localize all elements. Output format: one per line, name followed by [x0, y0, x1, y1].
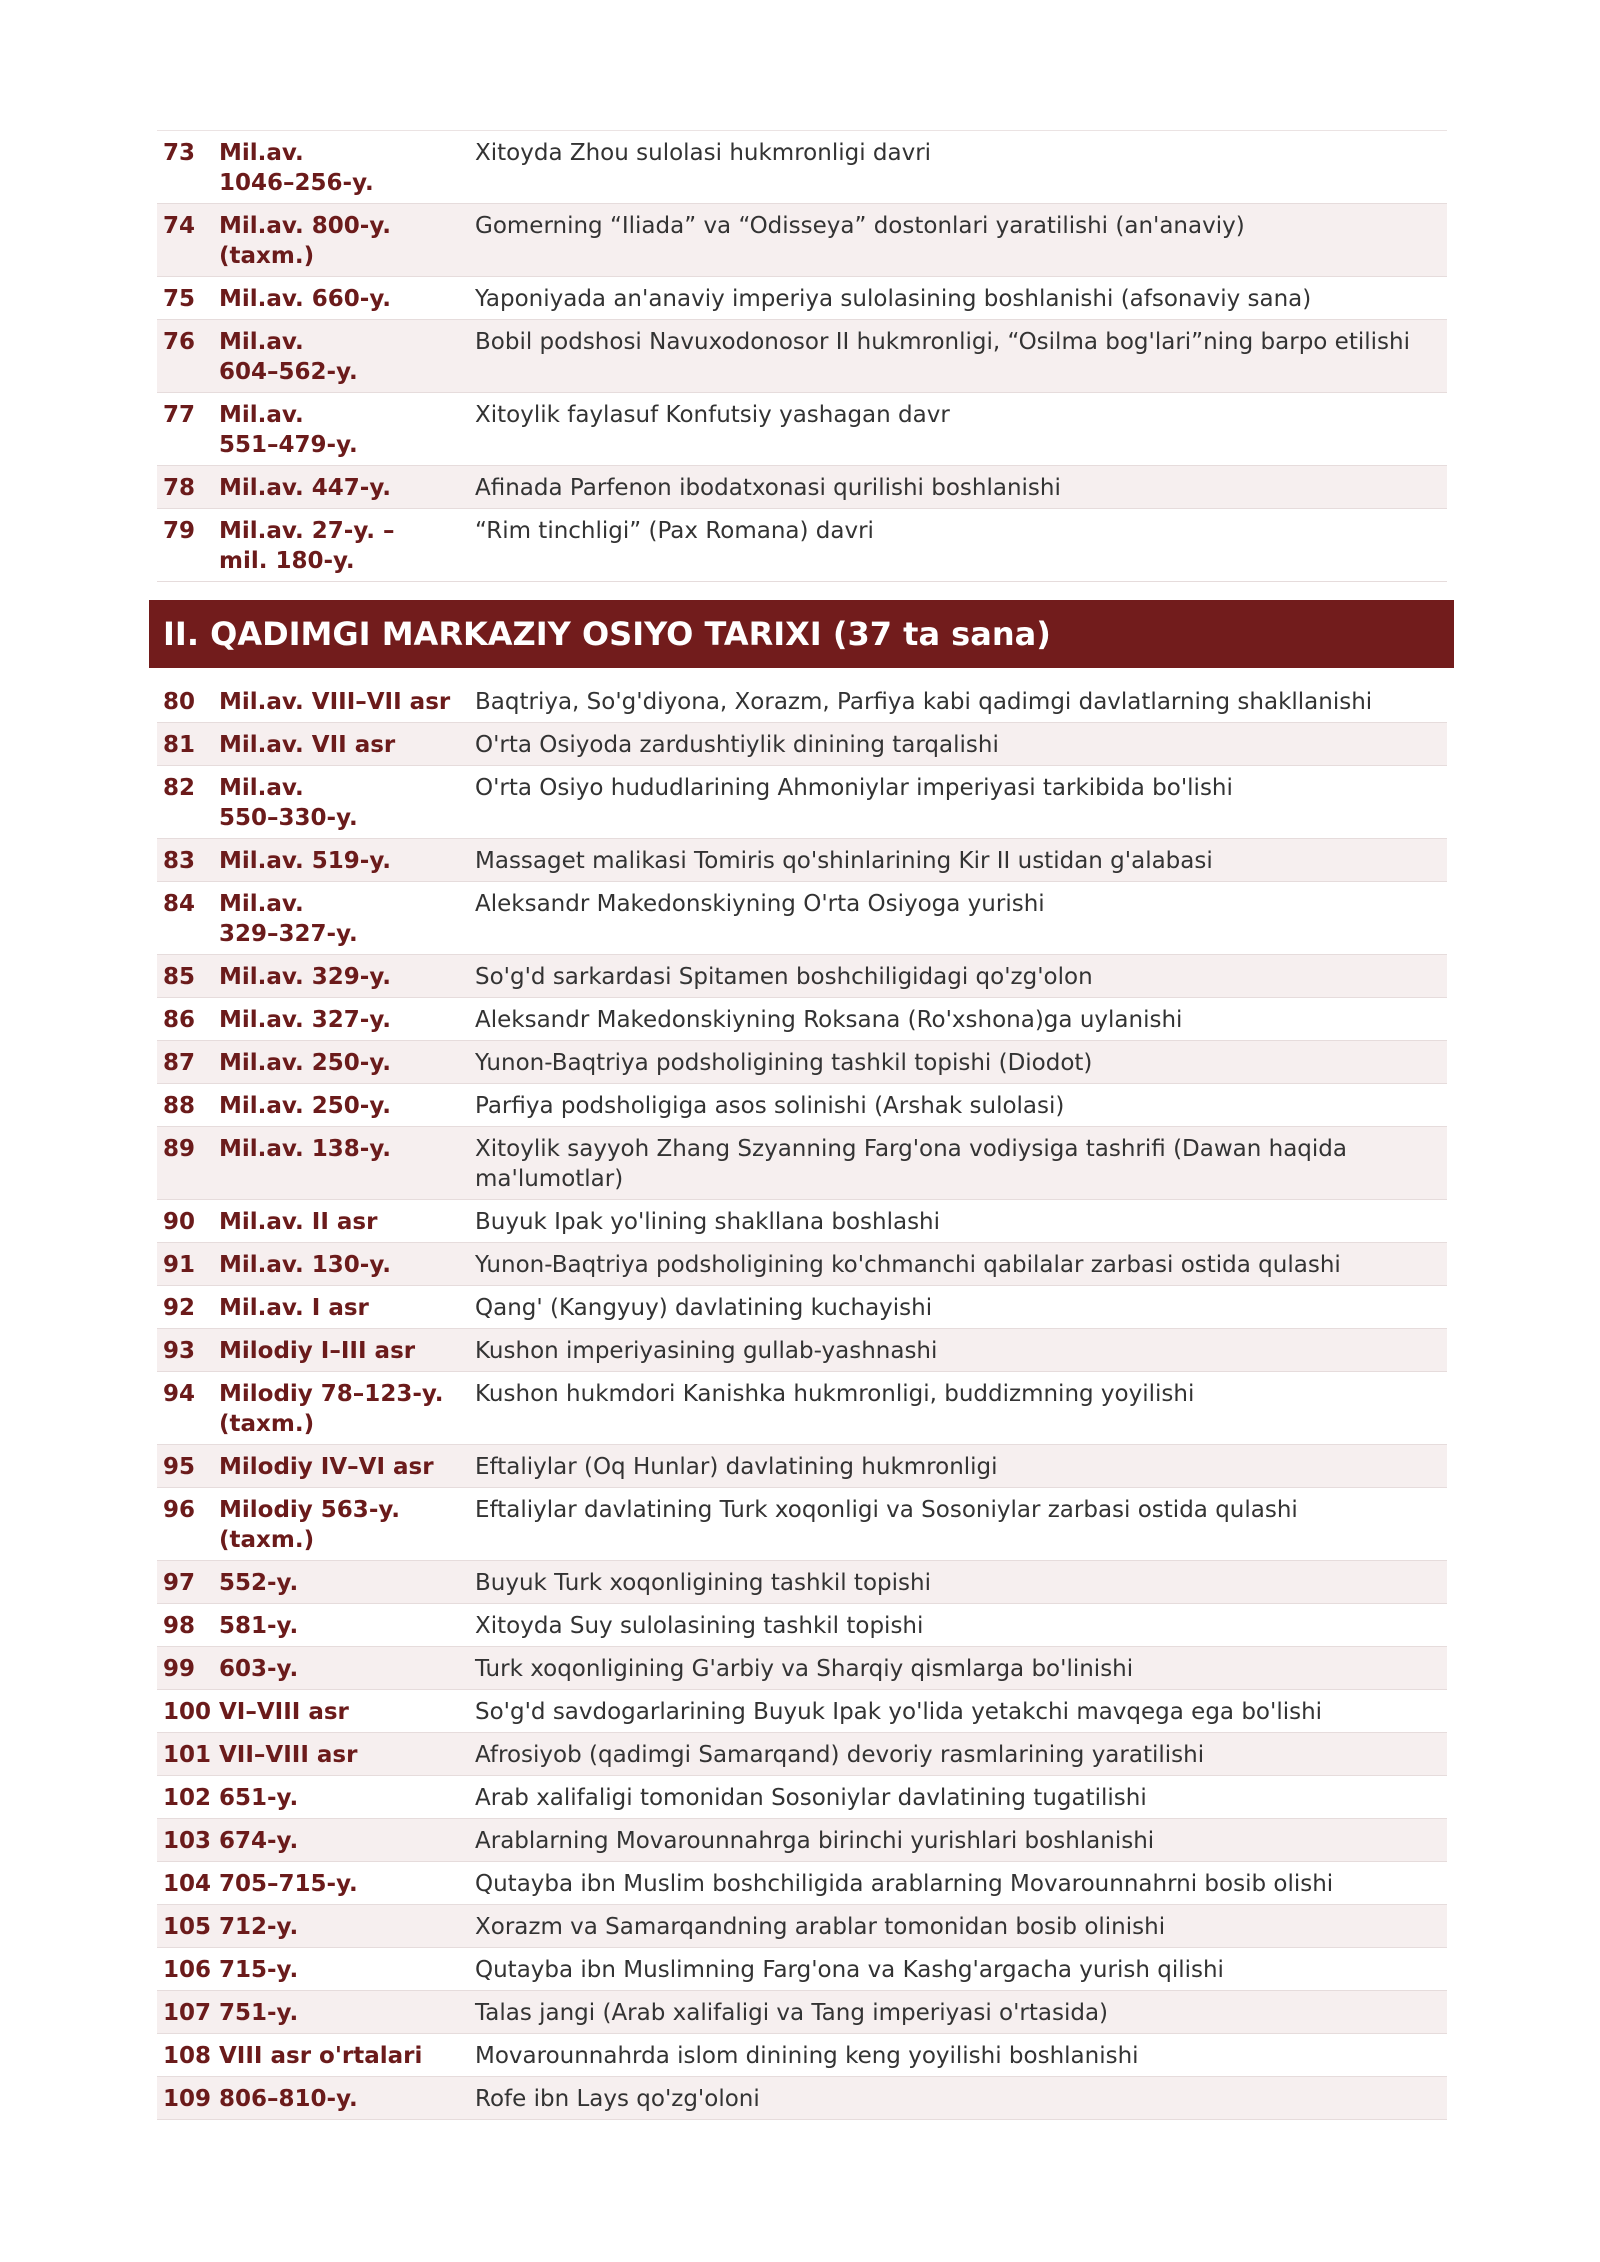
row-date: Mil.av. 138-y.: [219, 1136, 391, 1162]
row-number: 83: [163, 848, 196, 874]
table-row: [157, 2034, 1447, 2077]
row-number: 101: [163, 1742, 212, 1768]
row-date: 751-y.: [219, 2000, 299, 2026]
row-date: Mil.av. 250-y.: [219, 1093, 391, 1119]
table-row: [157, 320, 1447, 393]
row-date: 806–810-y.: [219, 2086, 358, 2112]
row-number: 82: [163, 775, 196, 801]
row-number: 91: [163, 1252, 196, 1278]
row-date: Milodiy 563-y. (taxm.): [219, 1497, 400, 1553]
row-number: 92: [163, 1295, 196, 1321]
table-row: [157, 1372, 1447, 1445]
table-row: [157, 723, 1447, 766]
row-event: O'rta Osiyo hududlarining Ahmoniylar imperiyasi tarkibida bo'lishi: [475, 775, 1233, 801]
row-event: Buyuk Turk xoqonligining tashkil topishi: [475, 1570, 931, 1596]
row-number: 81: [163, 732, 196, 758]
row-date: Milodiy 78–123-y. (taxm.): [219, 1381, 444, 1437]
row-number: 75: [163, 286, 196, 312]
row-event: So'g'd savdogarlarining Buyuk Ipak yo'lida yetakchi mavqega ega bo'lishi: [475, 1699, 1323, 1725]
table-row: [157, 955, 1447, 998]
row-date: Mil.av. 550–330-y.: [219, 775, 358, 831]
row-number: 77: [163, 402, 196, 428]
row-date: Mil.av. 329–327-y.: [219, 891, 358, 947]
table-row: [157, 1647, 1447, 1690]
row-number: 95: [163, 1454, 196, 1480]
row-event: Xitoyda Zhou sulolasi hukmronligi davri: [475, 140, 932, 166]
row-event: Afrosiyob (qadimgi Samarqand) devoriy rasmlarining yaratilishi: [475, 1742, 1205, 1768]
row-number: 84: [163, 891, 196, 917]
row-number: 78: [163, 475, 196, 501]
table-row: [157, 1041, 1447, 1084]
table-row: [157, 1819, 1447, 1862]
row-date: 715-y.: [219, 1957, 299, 1983]
row-number: 90: [163, 1209, 196, 1235]
row-date: Mil.av. VIII–VII asr: [219, 689, 451, 715]
row-number: 105: [163, 1914, 212, 1940]
row-event: Yunon-Baqtriya podsholigining tashkil topishi (Diodot): [475, 1050, 1093, 1076]
table-row: [157, 1329, 1447, 1372]
row-date: Mil.av. 519-y.: [219, 848, 391, 874]
row-number: 107: [163, 2000, 212, 2026]
table-row: [157, 204, 1447, 277]
row-event: Eftaliylar davlatining Turk xoqonligi va Sosoniylar zarbasi ostida qulashi: [475, 1497, 1298, 1523]
row-number: 80: [163, 689, 196, 715]
row-date: Mil.av. 660-y.: [219, 286, 391, 312]
table-row: [157, 839, 1447, 882]
row-date: 603-y.: [219, 1656, 299, 1682]
table-row: [157, 1776, 1447, 1819]
row-event: Turk xoqonligining G'arbiy va Sharqiy qismlarga bo'linishi: [475, 1656, 1134, 1682]
row-number: 98: [163, 1613, 196, 1639]
row-event: Parfiya podsholigiga asos solinishi (Arshak sulolasi): [475, 1093, 1065, 1119]
section-title: II. QADIMGI MARKAZIY OSIYO TARIXI (37 ta sana): [163, 615, 1051, 653]
row-event: Xorazm va Samarqandning arablar tomonidan bosib olinishi: [475, 1914, 1166, 1940]
row-event: Arab xalifaligi tomonidan Sosoniylar davlatining tugatilishi: [475, 1785, 1147, 1811]
row-number: 89: [163, 1136, 196, 1162]
row-event: Bobil podshosi Navuxodonosor II hukmronligi, “Osilma bog'lari”ning barpo etilishi: [475, 329, 1410, 355]
table-row: [157, 1604, 1447, 1647]
row-event: Baqtriya, So'g'diyona, Xorazm, Parfiya kabi qadimgi davlatlarning shakllanishi: [475, 689, 1373, 715]
row-date: 581-y.: [219, 1613, 299, 1639]
table-row: [157, 998, 1447, 1041]
row-date: 552-y.: [219, 1570, 299, 1596]
row-event: Arablarning Movarounnahrga birinchi yurishlari boshlanishi: [475, 1828, 1155, 1854]
row-number: 88: [163, 1093, 196, 1119]
row-event: Talas jangi (Arab xalifaligi va Tang imperiyasi o'rtasida): [475, 2000, 1109, 2026]
row-number: 94: [163, 1381, 196, 1407]
table-row: [157, 466, 1447, 509]
row-event: Xitoylik sayyoh Zhang Szyanning Farg'ona vodiysiga tashrifi (Dawan haqida ma'lumotlar): [475, 1136, 1347, 1192]
row-event: So'g'd sarkardasi Spitamen boshchiligidagi qo'zg'olon: [475, 964, 1093, 990]
row-date: Mil.av. 551–479-y.: [219, 402, 358, 458]
timeline-table-central-asia: [157, 680, 1447, 2120]
row-event: Eftaliylar (Oq Hunlar) davlatining hukmronligi: [475, 1454, 998, 1480]
row-date: Mil.av. I asr: [219, 1295, 369, 1321]
table-row: [157, 131, 1447, 204]
table-row: [157, 766, 1447, 839]
table-row: [157, 1561, 1447, 1604]
row-event: Movarounnahrda islom dinining keng yoyilishi boshlanishi: [475, 2043, 1139, 2069]
row-number: 99: [163, 1656, 196, 1682]
section-header: [149, 600, 1454, 668]
row-number: 93: [163, 1338, 196, 1364]
row-event: Aleksandr Makedonskiyning Roksana (Ro'xshona)ga uylanishi: [475, 1007, 1183, 1033]
table-row: [157, 1991, 1447, 2034]
row-date: VI–VIII asr: [219, 1699, 349, 1725]
table-row: [157, 882, 1447, 955]
row-number: 108: [163, 2043, 212, 2069]
row-event: Gomerning “Iliada” va “Odisseya” dostonlari yaratilishi (an'anaviy): [475, 213, 1245, 239]
table-row: [157, 1690, 1447, 1733]
row-number: 102: [163, 1785, 212, 1811]
row-date: Mil.av. 130-y.: [219, 1252, 391, 1278]
row-number: 104: [163, 1871, 212, 1897]
row-number: 86: [163, 1007, 196, 1033]
table-row: [157, 2077, 1447, 2120]
row-date: 712-y.: [219, 1914, 299, 1940]
row-number: 79: [163, 518, 196, 544]
row-event: Yunon-Baqtriya podsholigining ko'chmanchi qabilalar zarbasi ostida qulashi: [475, 1252, 1341, 1278]
table-row: [157, 393, 1447, 466]
row-date: VIII asr o'rtalari: [219, 2043, 423, 2069]
row-event: Aleksandr Makedonskiyning O'rta Osiyoga yurishi: [475, 891, 1045, 917]
row-date: 674-y.: [219, 1828, 299, 1854]
table-row: [157, 680, 1447, 723]
row-event: Massaget malikasi Tomiris qo'shinlarining Kir II ustidan g'alabasi: [475, 848, 1213, 874]
row-date: Mil.av. 447-y.: [219, 475, 391, 501]
row-number: 109: [163, 2086, 212, 2112]
row-date: Mil.av. 27-y. – mil. 180-y.: [219, 518, 395, 574]
row-event: Qutayba ibn Muslimning Farg'ona va Kashg'argacha yurish qilishi: [475, 1957, 1224, 1983]
row-event: Kushon hukmdori Kanishka hukmronligi, buddizmning yoyilishi: [475, 1381, 1195, 1407]
table-row: [157, 1488, 1447, 1561]
row-event: Xitoylik faylasuf Konfutsiy yashagan davr: [475, 402, 950, 428]
row-number: 103: [163, 1828, 212, 1854]
table-row: [157, 509, 1447, 582]
table-row: [157, 1445, 1447, 1488]
row-event: Buyuk Ipak yo'lining shakllana boshlashi: [475, 1209, 941, 1235]
row-event: Xitoyda Suy sulolasining tashkil topishi: [475, 1613, 924, 1639]
row-number: 106: [163, 1957, 212, 1983]
row-date: 651-y.: [219, 1785, 299, 1811]
table-row: [157, 1127, 1447, 1200]
table-row: [157, 1948, 1447, 1991]
row-number: 96: [163, 1497, 196, 1523]
row-number: 76: [163, 329, 196, 355]
row-event: Qang' (Kangyuy) davlatining kuchayishi: [475, 1295, 933, 1321]
table-row: [157, 1733, 1447, 1776]
row-date: Mil.av. 327-y.: [219, 1007, 391, 1033]
table-row: [157, 1286, 1447, 1329]
row-event: O'rta Osiyoda zardushtiylik dinining tarqalishi: [475, 732, 999, 758]
row-date: Mil.av. VII asr: [219, 732, 396, 758]
row-event: Yaponiyada an'anaviy imperiya sulolasining boshlanishi (afsonaviy sana): [475, 286, 1312, 312]
table-row: [157, 1084, 1447, 1127]
table-row: [157, 1862, 1447, 1905]
row-number: 74: [163, 213, 196, 239]
row-number: 87: [163, 1050, 196, 1076]
row-event: Qutayba ibn Muslim boshchiligida arablarning Movarounnahrni bosib olishi: [475, 1871, 1334, 1897]
table-row: [157, 1905, 1447, 1948]
row-date: Milodiy IV–VI asr: [219, 1454, 434, 1480]
row-date: 705–715-y.: [219, 1871, 358, 1897]
timeline-table-ancient-world: [157, 130, 1447, 582]
row-event: Afinada Parfenon ibodatxonasi qurilishi boshlanishi: [475, 475, 1061, 501]
row-number: 85: [163, 964, 196, 990]
table-row: [157, 277, 1447, 320]
row-number: 97: [163, 1570, 196, 1596]
table-row: [157, 1200, 1447, 1243]
row-date: Mil.av. 250-y.: [219, 1050, 391, 1076]
row-date: Mil.av. 1046–256-y.: [219, 140, 374, 196]
row-number: 100: [163, 1699, 212, 1725]
row-date: VII–VIII asr: [219, 1742, 358, 1768]
row-date: Milodiy I–III asr: [219, 1338, 416, 1364]
row-event: Kushon imperiyasining gullab-yashnashi: [475, 1338, 938, 1364]
row-date: Mil.av. 329-y.: [219, 964, 391, 990]
row-event: “Rim tinchligi” (Pax Romana) davri: [475, 518, 874, 544]
table-row: [157, 1243, 1447, 1286]
row-date: Mil.av. II asr: [219, 1209, 378, 1235]
row-event: Rofe ibn Lays qo'zg'oloni: [475, 2086, 760, 2112]
row-date: Mil.av. 604–562-y.: [219, 329, 358, 385]
row-number: 73: [163, 140, 196, 166]
row-date: Mil.av. 800-y. (taxm.): [219, 213, 391, 269]
